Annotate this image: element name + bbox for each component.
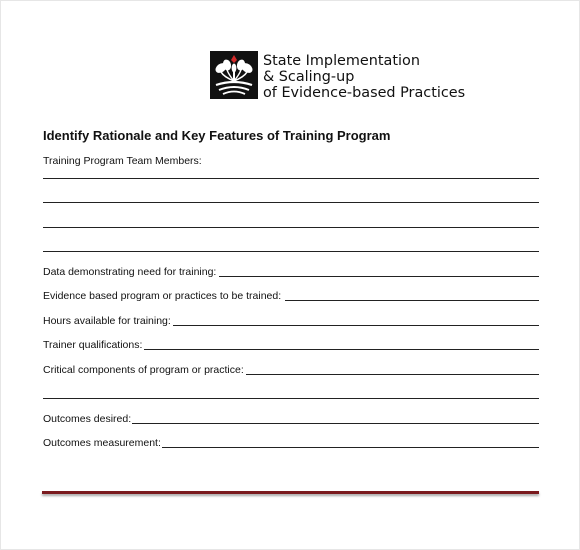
outcomes-measurement-label: Outcomes measurement:: [43, 437, 161, 449]
critical-components-label: Critical components of program or practice:: [43, 364, 244, 376]
team-members-line[interactable]: [43, 227, 539, 228]
critical-components-line[interactable]: [246, 374, 539, 375]
team-members-line[interactable]: [43, 251, 539, 252]
form-title: Identify Rationale and Key Features of Training Program: [43, 128, 391, 143]
outcomes-desired-label: Outcomes desired:: [43, 413, 132, 425]
evidence-based-program-line[interactable]: [285, 300, 539, 301]
team-members-line[interactable]: [43, 178, 539, 179]
need-for-training-line[interactable]: [219, 276, 539, 277]
organization-name-line: of Evidence-based Practices: [263, 85, 466, 101]
footer-accent-bar: [42, 491, 539, 494]
organization-name: [263, 53, 465, 101]
team-members-line[interactable]: [43, 202, 539, 203]
team-members-label: Training Program Team Members:: [43, 155, 202, 167]
organization-name-line: & Scaling-up: [263, 69, 355, 85]
organization-header: [210, 51, 465, 101]
hours-available-label: Hours available for training:: [43, 315, 171, 327]
hours-available-line[interactable]: [173, 325, 539, 326]
outcomes-measurement-line[interactable]: [162, 447, 539, 448]
trainer-qualifications-label: Trainer qualifications:: [43, 339, 143, 351]
critical-components-line[interactable]: [43, 398, 539, 399]
trainer-qualifications-line[interactable]: [144, 349, 539, 350]
flower-fan-logo-icon: [210, 51, 258, 99]
organization-name-line: State Implementation: [263, 53, 420, 69]
need-for-training-label: Data demonstrating need for training:: [43, 266, 217, 278]
outcomes-desired-line[interactable]: [132, 423, 539, 424]
evidence-based-program-label: Evidence based program or practices to be trained:: [43, 290, 282, 302]
